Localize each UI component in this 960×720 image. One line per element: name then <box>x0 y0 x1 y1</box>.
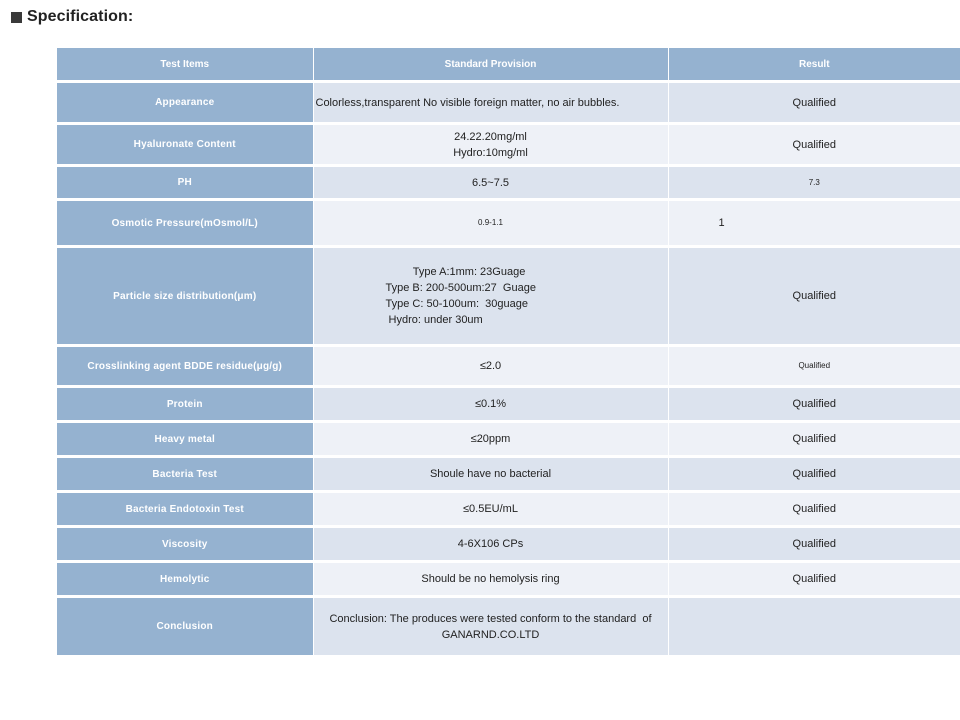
standard-line: 24.22.20mg/ml <box>454 130 527 143</box>
standard-cell: 6.5~7.5 <box>313 166 668 200</box>
test-item-cell: PH <box>57 166 313 200</box>
table-header-row <box>57 48 960 82</box>
table-row-heavy-metal <box>57 422 960 457</box>
standard-line: GANARND.CO.LTD <box>441 628 540 641</box>
standard-cell: Colorless,transparent No visible foreign matter, no air bubbles. <box>313 82 668 124</box>
result-cell: 1 <box>668 200 960 247</box>
column-header-standard-provision: Standard Provision <box>313 48 668 82</box>
test-item-cell: Heavy metal <box>57 422 313 457</box>
standard-line: Hydro:10mg/ml <box>453 146 528 159</box>
section-title: Specification: <box>27 8 134 25</box>
table-row-viscosity <box>57 527 960 562</box>
column-header-test-items: Test Items <box>57 48 313 82</box>
test-item-cell: Hemolytic <box>57 562 313 597</box>
table-row-hyaluronate <box>57 124 960 166</box>
standard-cell: ≤2.0 <box>313 346 668 387</box>
test-item-cell: Osmotic Pressure(mOsmol/L) <box>57 200 313 247</box>
bullet-square-icon <box>11 12 22 23</box>
standard-line: Hydro: under 30um <box>385 314 483 326</box>
result-cell: Qualified <box>668 492 960 527</box>
standard-line: Type B: 200-500um:27 Guage <box>385 282 536 294</box>
test-item-cell: Bacteria Test <box>57 457 313 492</box>
test-item-cell: Protein <box>57 387 313 422</box>
result-cell: Qualified <box>668 346 960 387</box>
standard-cell: 0.9-1.1 <box>313 200 668 247</box>
specification-table <box>57 48 960 658</box>
test-item-cell: Hyaluronate Content <box>57 124 313 166</box>
standard-line: Conclusion: The produces were tested conform to the standard of <box>329 612 652 625</box>
table-row-hemolytic <box>57 562 960 597</box>
result-cell: Qualified <box>668 457 960 492</box>
table-row-bacteria-endotoxin <box>57 492 960 527</box>
table-row-appearance <box>57 82 960 124</box>
table-row-particle-size <box>57 247 960 346</box>
test-item-cell: Viscosity <box>57 527 313 562</box>
result-cell: Qualified <box>668 562 960 597</box>
standard-line: Type C: 50-100um: 30guage <box>385 298 528 310</box>
standard-cell <box>313 124 668 166</box>
table-row-protein <box>57 387 960 422</box>
standard-cell: 4-6X106 CPs <box>313 527 668 562</box>
table-row-conclusion <box>57 597 960 657</box>
test-item-cell: Appearance <box>57 82 313 124</box>
standard-cell: Shoule have no bacterial <box>313 457 668 492</box>
table-row-ph <box>57 166 960 200</box>
result-cell: Qualified <box>668 422 960 457</box>
table-row-osmotic-pressure <box>57 200 960 247</box>
standard-cell: ≤0.1% <box>313 387 668 422</box>
standard-cell <box>313 597 668 657</box>
result-cell: Qualified <box>668 527 960 562</box>
table-row-bdde-residue <box>57 346 960 387</box>
result-cell: Qualified <box>668 247 960 346</box>
standard-line: Type A:1mm: 23Guage <box>385 266 526 278</box>
result-cell: Qualified <box>668 387 960 422</box>
table-row-bacteria-test <box>57 457 960 492</box>
result-cell: Qualified <box>668 124 960 166</box>
test-item-cell: Particle size distribution(μm) <box>57 247 313 346</box>
standard-cell: ≤0.5EU/mL <box>313 492 668 527</box>
standard-cell: ≤20ppm <box>313 422 668 457</box>
standard-cell: Should be no hemolysis ring <box>313 562 668 597</box>
result-cell: Qualified <box>668 82 960 124</box>
result-cell <box>668 597 960 657</box>
test-item-cell: Conclusion <box>57 597 313 657</box>
test-item-cell: Bacteria Endotoxin Test <box>57 492 313 527</box>
result-cell: 7.3 <box>668 166 960 200</box>
section-heading <box>11 7 133 27</box>
column-header-result: Result <box>668 48 960 82</box>
test-item-cell: Crosslinking agent BDDE residue(μg/g) <box>57 346 313 387</box>
standard-cell <box>313 247 668 346</box>
